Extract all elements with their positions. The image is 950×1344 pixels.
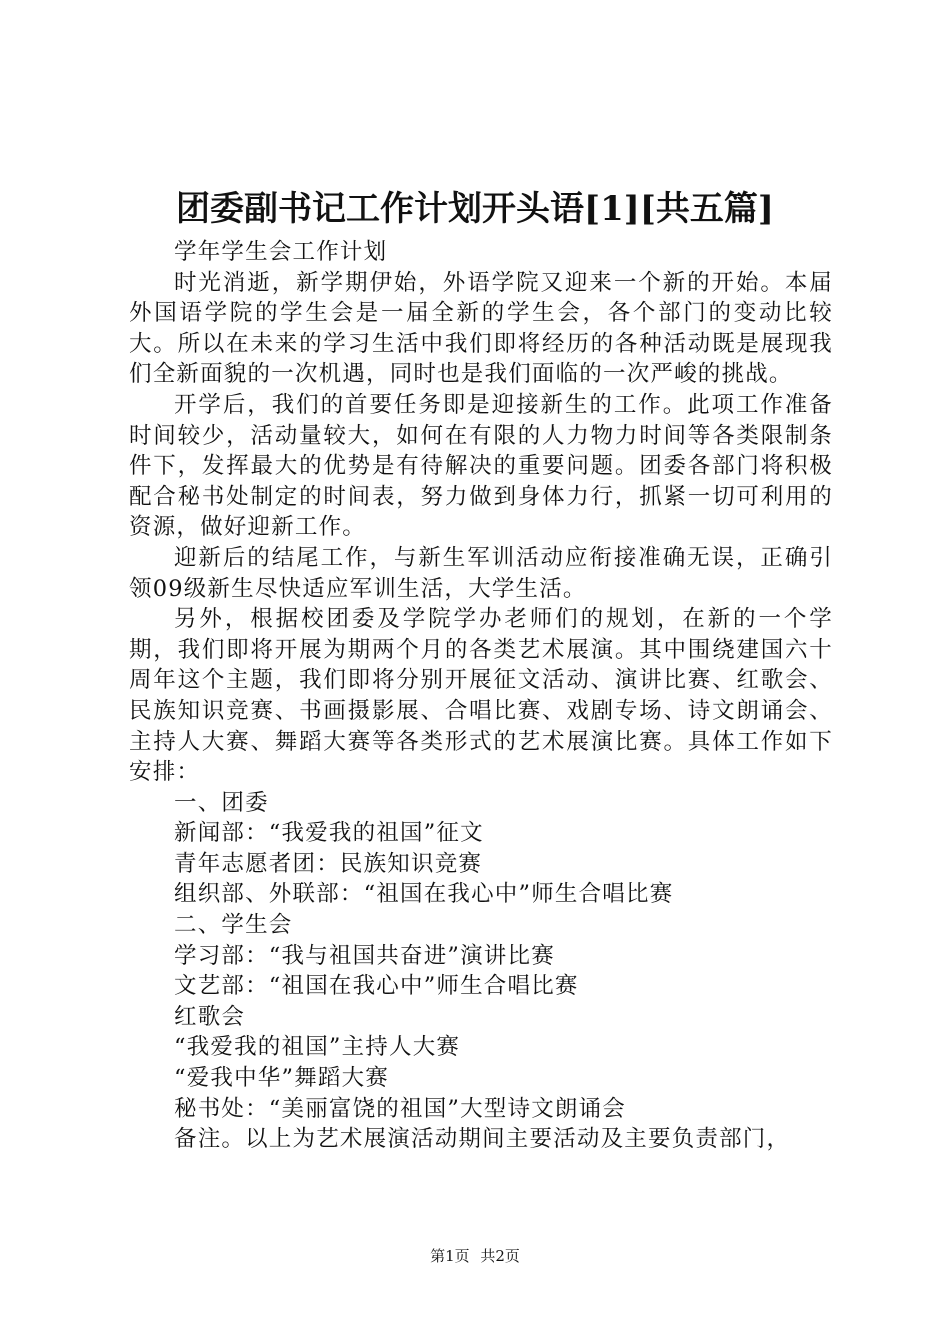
page-number: 第1页 — [430, 1247, 470, 1265]
paragraph: 另外，根据校团委及学院学办老师们的规划，在新的一个学期，我们即将开展为期两个月的各类艺术展演。其中围绕建国六十周年这个主题，我们即将分别开展征文活动、演讲比赛、红歌会、民族知识竞赛、书画摄影展、合唱比赛、戏剧专场、诗文朗诵会、主持人大赛、舞蹈大赛等各类形式的艺术展演比赛。具体工作如下安排： — [129, 606, 833, 786]
page-footer — [0, 1246, 950, 1266]
document-title: 团委副书记工作计划开头语[1][共五篇] — [175, 189, 774, 229]
page-total: 共2页 — [480, 1247, 520, 1265]
list-item: 新闻部：“我爱我的祖国”征文 — [174, 820, 484, 847]
paragraph-note: 备注。以上为艺术展演活动期间主要活动及主要负责部门， — [174, 1126, 791, 1153]
list-item: “我爱我的祖国”主持人大赛 — [174, 1034, 461, 1061]
paragraph: 时光消逝，新学期伊始，外语学院又迎来一个新的开始。本届外国语学院的学生会是一届全新的学生会，各个部门的变动比较大。所以在未来的学习生活中我们即将经历的各种活动既是展现我们全新面貌的一次机遇，同时也是我们面临的一次严峻的挑战。 — [129, 269, 833, 388]
list-item: 青年志愿者团：民族知识竞赛 — [174, 850, 483, 877]
list-item: “爱我中华”舞蹈大赛 — [174, 1065, 390, 1092]
paragraph-subtitle: 学年学生会工作计划 — [174, 239, 388, 265]
section-heading: 一、团委 — [174, 789, 269, 816]
list-item: 秘书处：“美丽富饶的祖国”大型诗文朗诵会 — [174, 1095, 627, 1122]
paragraph: 迎新后的结尾工作，与新生军训活动应衔接准确无误，正确引领09级新生尽快适应军训生活，大学生活。 — [129, 544, 833, 602]
list-item: 组织部、外联部：“祖国在我心中”师生合唱比赛 — [174, 881, 674, 908]
list-item: 红歌会 — [174, 1003, 246, 1030]
list-item: 学习部：“我与祖国共奋进”演讲比赛 — [174, 942, 555, 969]
section-heading: 二、学生会 — [174, 912, 293, 939]
list-item: 文艺部：“祖国在我心中”师生合唱比赛 — [174, 973, 579, 1000]
paragraph: 开学后，我们的首要任务即是迎接新生的工作。此项工作准备时间较少，活动量较大，如何在有限的人力物力时间等各类限制条件下，发挥最大的优势是有待解决的重要问题。团委各部门将积极配合秘书处制定的时间表，努力做到身体力行，抓紧一切可利用的资源，做好迎新工作。 — [129, 391, 833, 541]
document-body — [129, 237, 833, 1155]
